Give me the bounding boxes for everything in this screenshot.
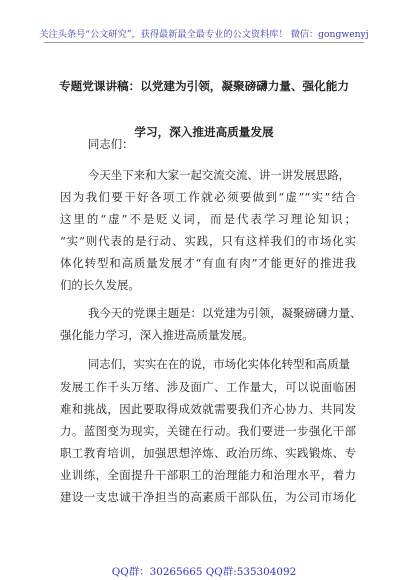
paragraph-line: 因为我们要干好各项工作就必须要做到“虚”“实”结合 [60, 190, 356, 204]
paragraph-line: 难和挑战，因此要取得成效就需要我们齐心协力、共同发 [60, 402, 356, 416]
paragraph-line: 同志们，实实在在的说，市场化实体化转型和高质量 [88, 357, 350, 371]
document-title-line-1: 专题党课讲稿：以党建为引领，凝聚磅礴力量、强化能力 [59, 79, 349, 93]
paragraph-line: 职工教育培训，加强思想淬炼、政治历练、实践锻炼、专 [60, 446, 356, 460]
paragraph-line: 力。蓝图变为现实，关键在行动。我们要进一步强化干部 [60, 424, 356, 438]
paragraph-line: 们的长久发展。 [60, 278, 140, 292]
page-footer: QQ群：30265665 QQ群:535304092 [111, 566, 297, 578]
header-divider [44, 42, 364, 43]
document-title-line-2: 学习，深入推进高质量发展 [134, 125, 274, 139]
paragraph-line: 业训练，全面提升干部职工的治理能力和治理水平，着力 [60, 468, 356, 482]
paragraph-line: 建设一支忠诚干净担当的高素质干部队伍，为公司市场化 [60, 490, 356, 504]
paragraph-line: 强化能力学习，深入推进高质量发展。 [60, 328, 254, 342]
page-header: 关注头条号“公文研究”，获得最新最全最专业的公文资料库！ 微信：gongwenyj [39, 29, 369, 40]
paragraph-line: 体化转型和高质量发展才“有血有肉”才能更好的推进我 [60, 256, 356, 270]
paragraph-line: 发展工作千头万绪、涉及面广、工作量大，可以说面临困 [60, 380, 356, 394]
paragraph-line: 我今天的党课主题是：以党建为引领，凝聚磅礴力量、 [88, 306, 362, 320]
paragraph-line: 今天坐下来和大家一起交流交流、讲一讲发展思路， [88, 168, 350, 182]
paragraph-line: “实”则代表的是行动、实践，只有这样我们的市场化实 [60, 234, 356, 248]
salutation-line: 同志们： [88, 137, 134, 151]
paragraph-line: 这里的“虚”不是贬义词，而是代表学习理论知识； [60, 212, 356, 226]
